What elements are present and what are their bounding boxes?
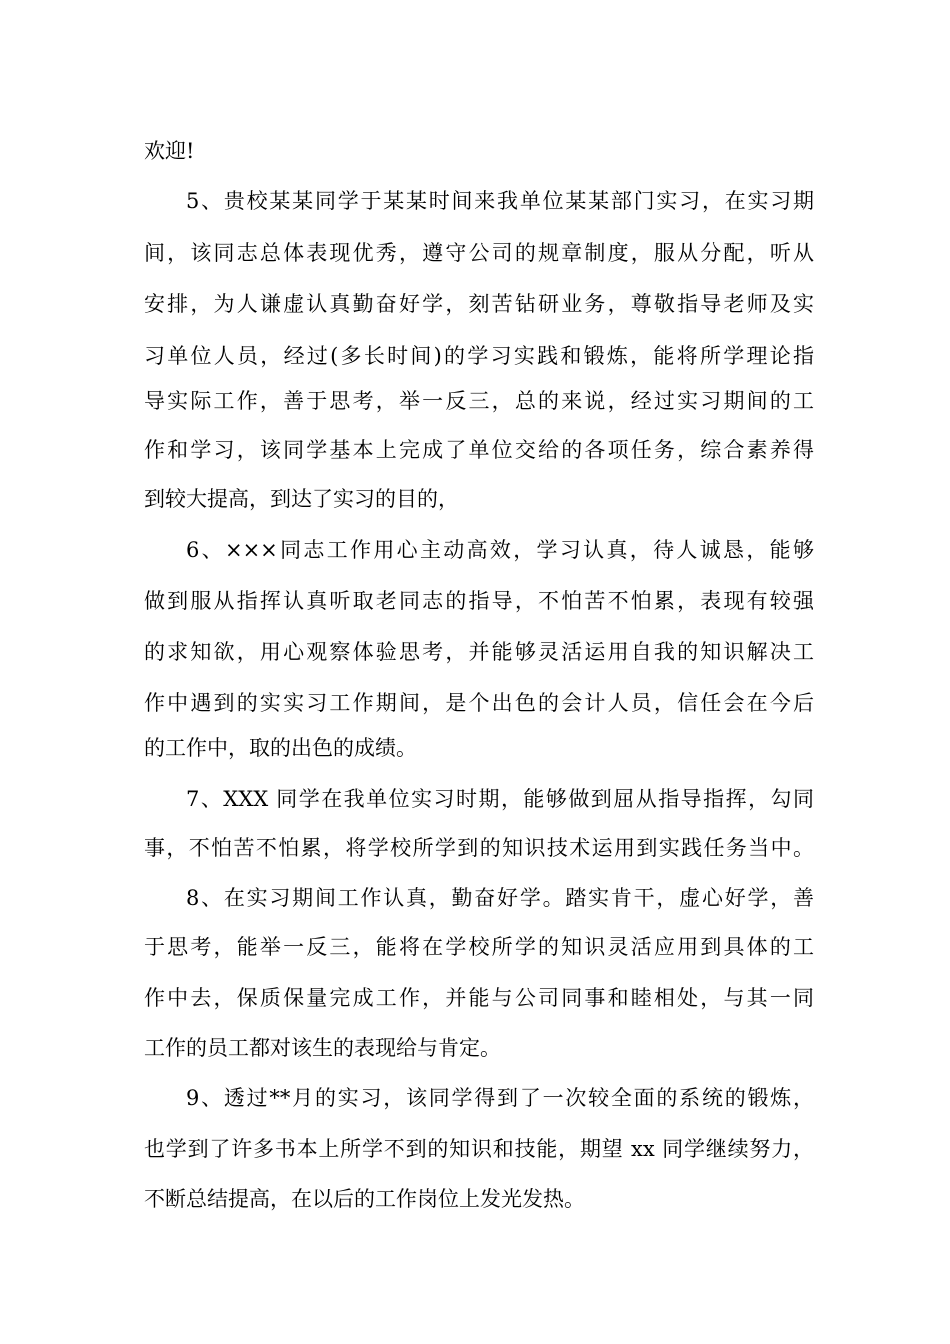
text-line: 欢迎! xyxy=(144,139,195,163)
paragraph-8-line-3: 作中去，保质保量完成工作，并能与公司同事和睦相处，与其一同 xyxy=(144,986,814,1010)
paragraph-5-line-3: 安排，为人谦虚认真勤奋好学，刻苦钻研业务，尊敬指导老师及实 xyxy=(144,292,814,316)
paragraph-9-line-2: 也学到了许多书本上所学不到的知识和技能，期望 xx 同学继续努力， xyxy=(144,1137,814,1161)
paragraph-9-line-3: 不断总结提高，在以后的工作岗位上发光发热。 xyxy=(144,1187,585,1211)
paragraph-5-line-6: 作和学习，该同学基本上完成了单位交给的各项任务，综合素养得 xyxy=(144,438,814,462)
paragraph-5-line-1: 5、贵校某某同学于某某时间来我单位某某部门实习，在实习期 xyxy=(186,189,814,213)
paragraph-6-line-4: 作中遇到的实实习工作期间，是个出色的会计人员，信任会在今后 xyxy=(144,691,814,715)
paragraph-7-line-2: 事，不怕苦不怕累，将学校所学到的知识技术运用到实践任务当中。 xyxy=(144,836,814,860)
paragraph-5-line-5: 导实际工作，善于思考，举一反三，总的来说，经过实习期间的工 xyxy=(144,389,814,413)
paragraph-8-line-4: 工作的员工都对该生的表现给与肯定。 xyxy=(144,1036,501,1060)
paragraph-9-line-1: 9、透过**月的实习，该同学得到了一次较全面的系统的锻炼， xyxy=(186,1086,814,1110)
paragraph-5-line-2: 间，该同志总体表现优秀，遵守公司的规章制度，服从分配，听从 xyxy=(144,241,814,265)
paragraph-8-line-2: 于思考，能举一反三，能将在学校所学的知识灵活应用到具体的工 xyxy=(144,935,814,959)
paragraph-7-line-1: 7、XXX 同学在我单位实习时期，能够做到屈从指导指挥，勾同 xyxy=(186,787,814,811)
paragraph-6-line-1: 6、×××同志工作用心主动高效，学习认真，待人诚恳，能够 xyxy=(186,538,814,562)
paragraph-8-line-1: 8、在实习期间工作认真，勤奋好学。踏实肯干，虚心好学，善 xyxy=(186,886,814,910)
paragraph-6-line-2: 做到服从指挥认真听取老同志的指导，不怕苦不怕累，表现有较强 xyxy=(144,589,814,613)
paragraph-5-line-7: 到较大提高，到达了实习的目的， xyxy=(144,487,459,511)
paragraph-5-line-4: 习单位人员，经过(多长时间)的学习实践和锻炼，能将所学理论指 xyxy=(144,344,814,368)
paragraph-6-line-5: 的工作中，取的出色的成绩。 xyxy=(144,736,417,760)
paragraph-6-line-3: 的求知欲，用心观察体验思考，并能够灵活运用自我的知识解决工 xyxy=(144,640,814,664)
